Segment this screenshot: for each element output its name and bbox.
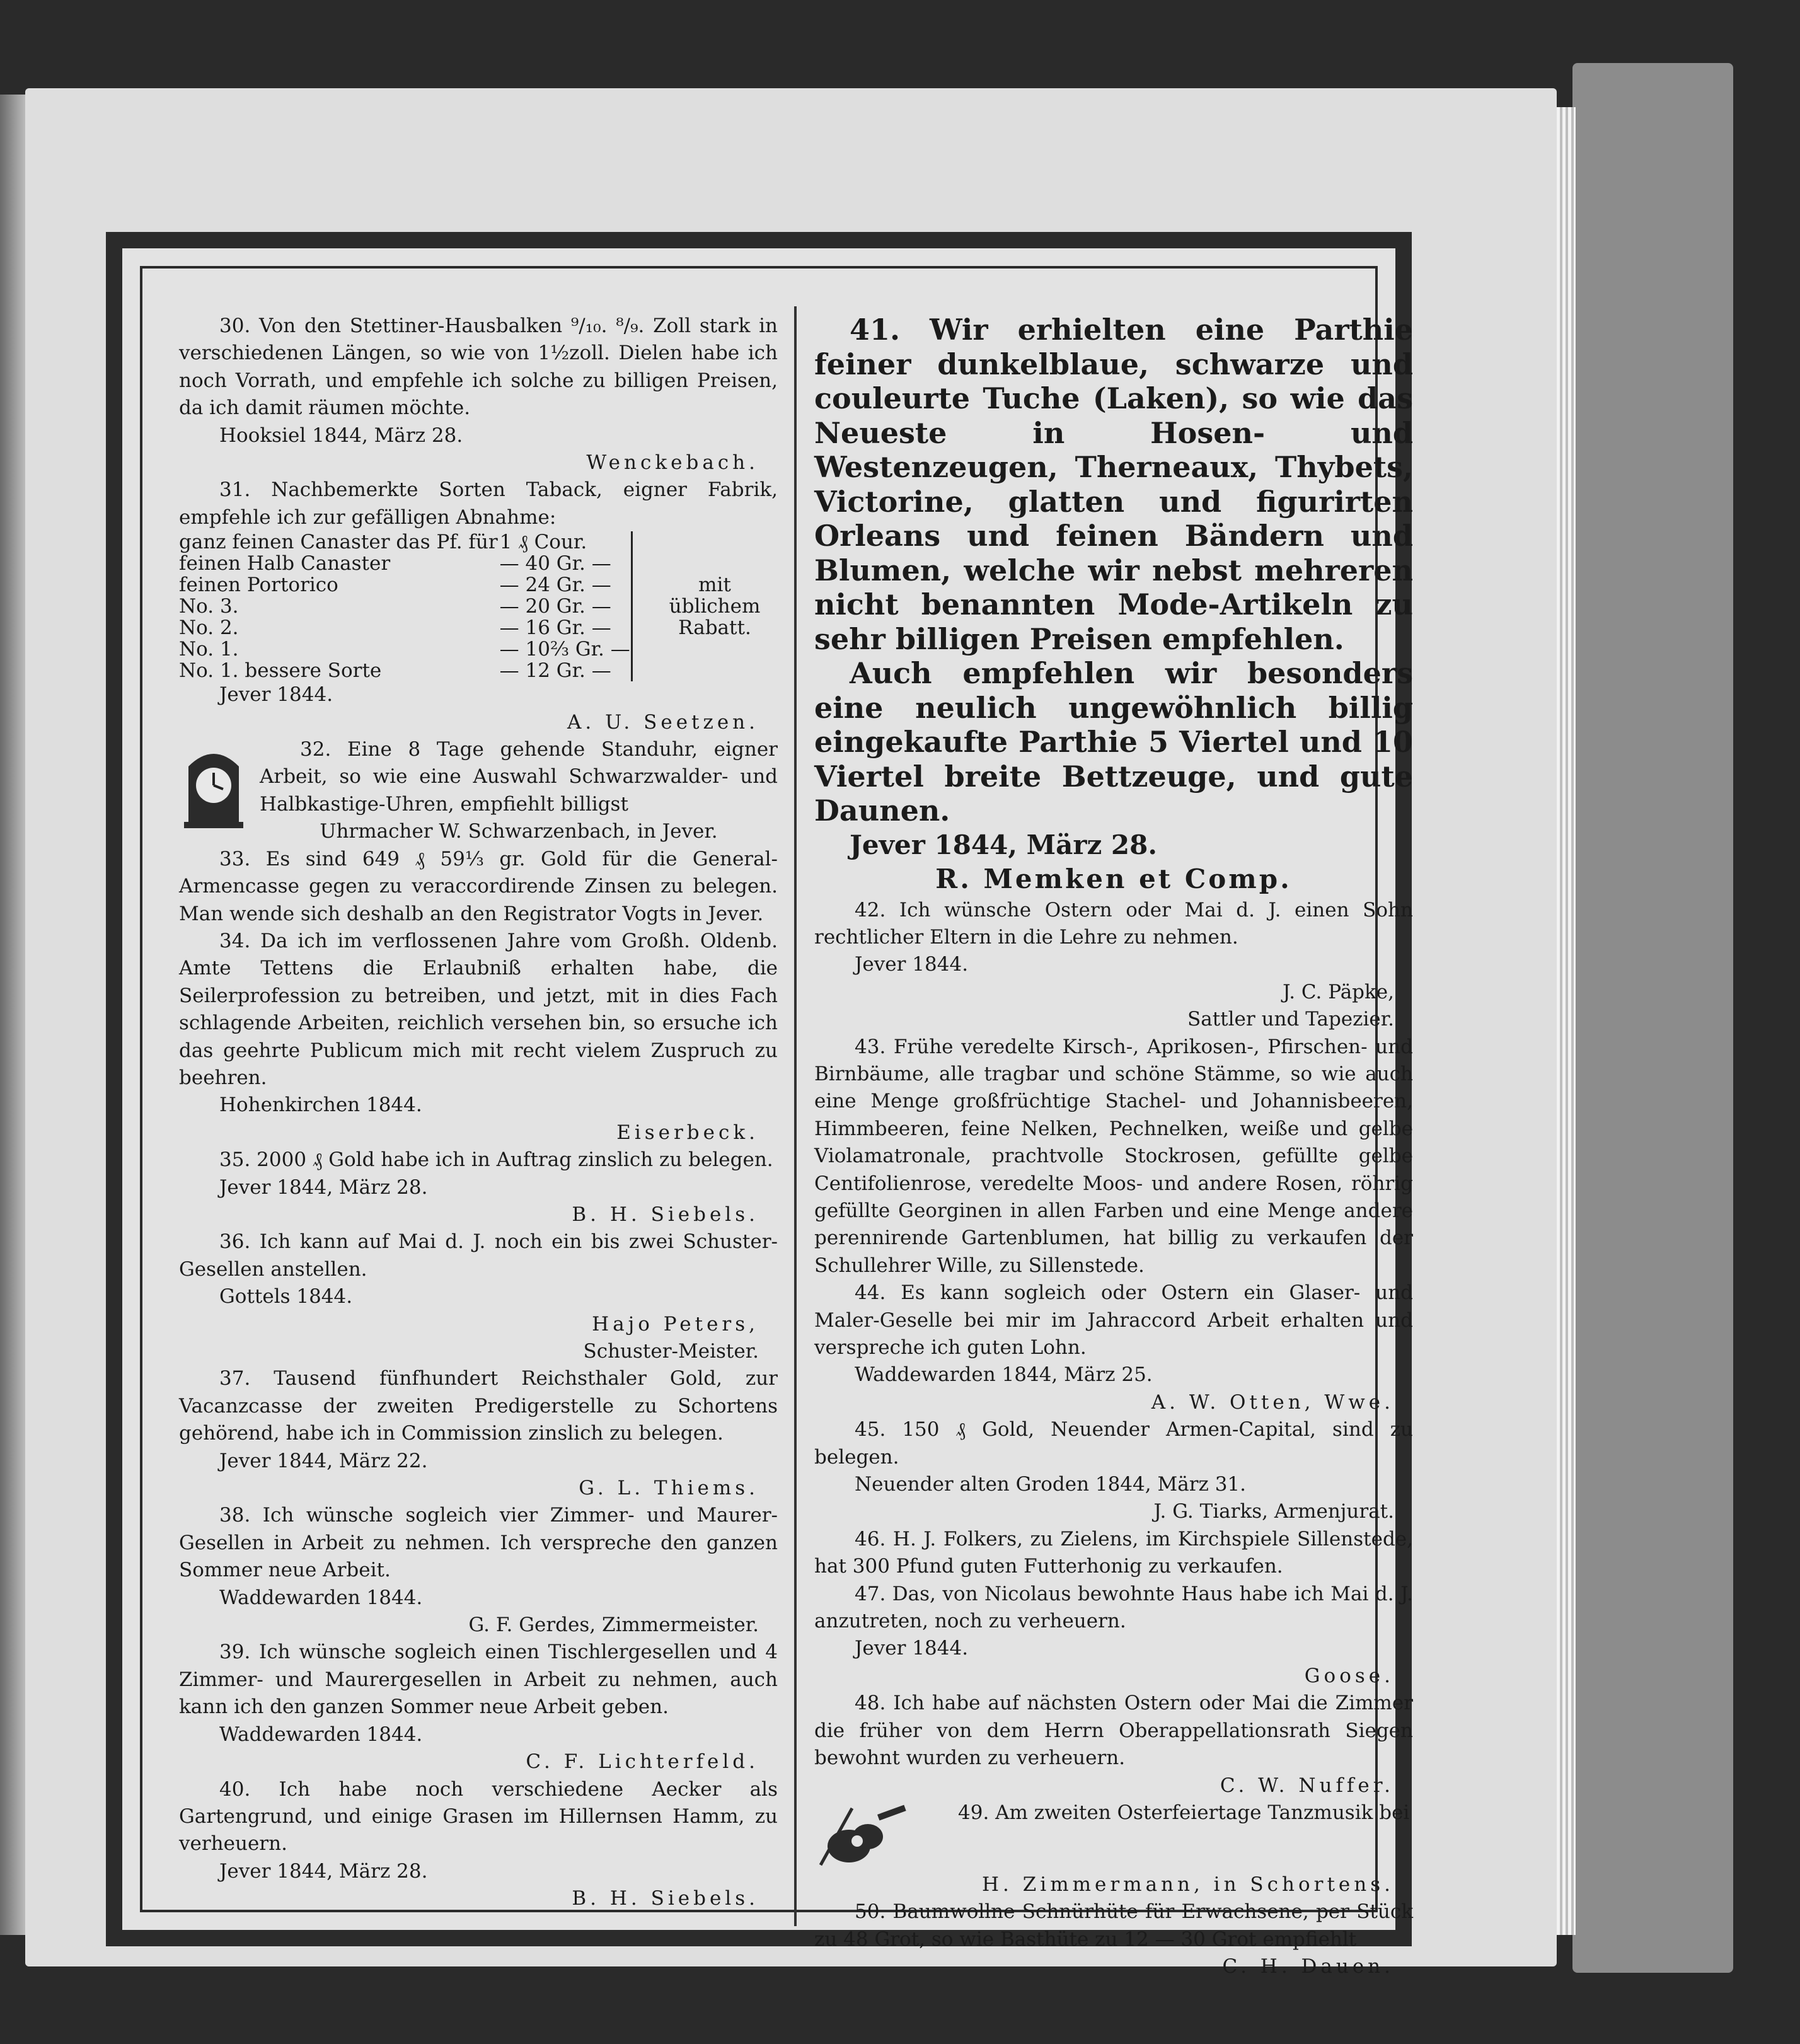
advert-38: 38. Ich wünsche sogleich vier Zimmer- und Maurer-Gesellen in Arbeit zu nehmen. Ich verspreche den ganzen Sommer neue Arbeit. Waddewarden 1844. G. F. Gerdes, Zimmermeister.: [179, 1504, 778, 1637]
advert-40: 40. Ich habe noch verschiedene Aecker als Gartengrund, und einige Grasen im Hillernsen Hamm, zu verheuern. Jever 1844, März 28. B. H. Siebels.: [179, 1777, 778, 1910]
list-item: No. 1. bessere Sorte — 12 Gr. —: [179, 659, 611, 683]
page-border-frame: [106, 232, 1413, 1978]
right-column: [814, 313, 1413, 1978]
guitar-music-icon: [814, 1802, 909, 1871]
advert-30: 30. Von den Stettiner-Hausbalken ⁹/₁₀. ⁸/₉. Zoll stark in verschiedenen Längen, so wie von 1½zoll. Dielen habe ich noch Vorrath, und empfehle ich solche zu billigen Preisen, da ich damit räumen möchte. Hooksiel 1844, März 28. Wenckebach.: [179, 315, 778, 475]
advert-48: 48. Ich habe auf nächsten Ostern oder Mai die Zimmer die früher von dem Herrn Oberappellationsrath Siegen bewohnt wurden zu verheuern. C. W. Nuffer.: [814, 1692, 1413, 1797]
advert-31: 31. Nachbemerkte Sorten Taback, eigner Fabrik, empfehle ich zur gefälligen Abnahme: ganz feinen Canaster das Pf. für 1 ₰ Cour. mit üblichem Rabatt. feinen Halb Canaster — 40 Gr. — feinen Portorico — 24 Gr. — No. 3. — 20 Gr. — No. 2. — 16 Gr. — No. 1. — 10⅔ Gr. — No. 1. bessere Sorte — 12 Gr. — Jever 1844. A. U. Seetzen.: [179, 478, 778, 734]
advert-37: 37. Tausend fünfhundert Reichsthaler Gold, zur Vacanzcasse der zweiten Predigerstelle zu Schortens gehörend, habe ich in Commission zinslich zu belegen. Jever 1844, März 22. G. L. Thiems.: [179, 1367, 778, 1500]
advert-39: 39. Ich wünsche sogleich einen Tischlergesellen und 4 Zimmer- und Maurergesellen in Arbeit zu nehmen, auch kann ich den ganzen Sommer neue Arbeit geben. Waddewarden 1844. C. F. Lichterfeld.: [179, 1641, 778, 1774]
list-item: ganz feinen Canaster das Pf. für 1 ₰ Cour. mit üblichem Rabatt.: [179, 531, 778, 553]
list-item: No. 2. — 16 Gr. —: [179, 616, 611, 640]
advert-34: 34. Da ich im verflossenen Jahre vom Großh. Oldenb. Amte Tettens die Erlaubniß erhalten habe, die Seilerprofession zu betreiben, und jetzt, mit in dies Fach schlagende Arbeiten, reichlich versehen bin, so ersuche ich das geehrte Publicum mich mit recht vielem Zuspruch zu beehren. Hohenkirchen 1844. Eiserbeck.: [179, 929, 778, 1144]
brace-mark: [632, 531, 652, 681]
left-column: [179, 313, 778, 1932]
advert-45: 45. 150 ₰ Gold, Neuender Armen-Capital, sind zu belegen. Neuender alten Groden 1844, März 31. J. G. Tiarks, Armenjurat.: [814, 1418, 1413, 1523]
advert-33: 33. Es sind 649 ₰ 59⅓ gr. Gold für die General-Armencasse gegen zu veraccordirende Zinsen zu belegen. Man wende sich deshalb an den Registrator Vogts in Jever.: [179, 847, 778, 925]
advert-50: 50. Baumwollne Schnürhüte für Erwachsene, per Stück zu 48 Grot, so wie Basthüte zu 12 — 30 Grot empfiehlt C. H. Dauen.: [814, 1900, 1413, 1978]
advert-42: 42. Ich wünsche Ostern oder Mai d. J. einen Sohn rechtlicher Eltern in die Lehre zu nehmen. Jever 1844. J. C. Päpke, Sattler und Tapezier.: [814, 898, 1413, 1031]
advert-36: 36. Ich kann auf Mai d. J. noch ein bis zwei Schuster-Gesellen anstellen. Gottels 1844. Hajo Peters, Schuster-Meister.: [179, 1230, 778, 1363]
tobacco-price-list: [179, 531, 778, 681]
list-item: feinen Halb Canaster — 40 Gr. —: [179, 552, 611, 575]
newspaper-page: [25, 88, 1557, 1978]
advert-32: 32. Eine 8 Tage gehende Standuhr, eigner Arbeit, so wie eine Auswahl Schwarzwalder- und Halbkastige-Uhren, empfiehlt billigst Uhrmacher W. Schwarzenbach, in Jever.: [179, 736, 778, 846]
advert-41: 41. Wir erhielten eine Parthie feiner dunkelblaue, schwarze und couleurte Tuche (Laken), so wie das Neueste in Hosen- und Westenzeugen, Therneaux, Thybets, Victorine, glatten und figurirten Orleans und feinen Bändern und Blumen, welche wir nebst mehreren nicht benannten Mode-Artikeln zu sehr billigen Preisen empfehlen. Auch empfehlen wir besonders eine neulich ungewöhnlich billig eingekaufte Parthie 5 Viertel und 10 Viertel breite Bettzeuge, und gute Daunen. Jever 1844, März 28. R. Memken et Comp.: [814, 313, 1413, 894]
book-cover: [1572, 63, 1733, 1973]
advert-44: 44. Es kann sogleich oder Ostern ein Glaser- und Maler-Geselle bei mir im Jahraccord Arbeit erhalten und verspreche ich guten Lohn. Waddewarden 1844, März 25. A. W. Otten, Wwe.: [814, 1281, 1413, 1414]
list-item: feinen Portorico — 24 Gr. —: [179, 574, 611, 597]
list-item: No. 1. — 10⅔ Gr. —: [179, 638, 630, 661]
advert-49: 49. Am zweiten Osterfeiertage Tanzmusik bei H. Zimmermann, in Schortens.: [814, 1799, 1413, 1898]
advert-46: 46. H. J. Folkers, zu Zielens, im Kirchspiele Sillenstede, hat 300 Pfund guten Futterhonig zu verkaufen.: [814, 1527, 1413, 1578]
advert-35: 35. 2000 ₰ Gold habe ich in Auftrag zinslich zu belegen. Jever 1844, März 28. B. H. Siebels.: [219, 1148, 773, 1226]
column-divider: [794, 306, 797, 1926]
advert-43: 43. Frühe veredelte Kirsch-, Aprikosen-, Pfirschen- und Birnbäume, alle tragbar und schöne Stämme, so wie auch eine Menge großfrüchtige Stachel- und Johannisbeeren, Himmbeeren, feine Nelken, Pechnelken, weiße und gelbe Violamatronale, prachtvolle Stockrosen, gefüllte gelbe Centifolienrose, veredelte Moos- und andere Rosen, röhrig gefüllte Georginen in allen Farben und eine Menge andere perennirende Gartenblumen, hat billig zu verkaufen der Schullehrer Wille, zu Sillenstede.: [814, 1035, 1413, 1277]
list-item: No. 3. — 20 Gr. —: [179, 595, 611, 618]
advert-47: 47. Das, von Nicolaus bewohnte Haus habe ich Mai d. J. anzutreten, noch zu verheuern. Jever 1844. Goose.: [814, 1582, 1413, 1687]
standing-clock-icon: [179, 741, 248, 829]
